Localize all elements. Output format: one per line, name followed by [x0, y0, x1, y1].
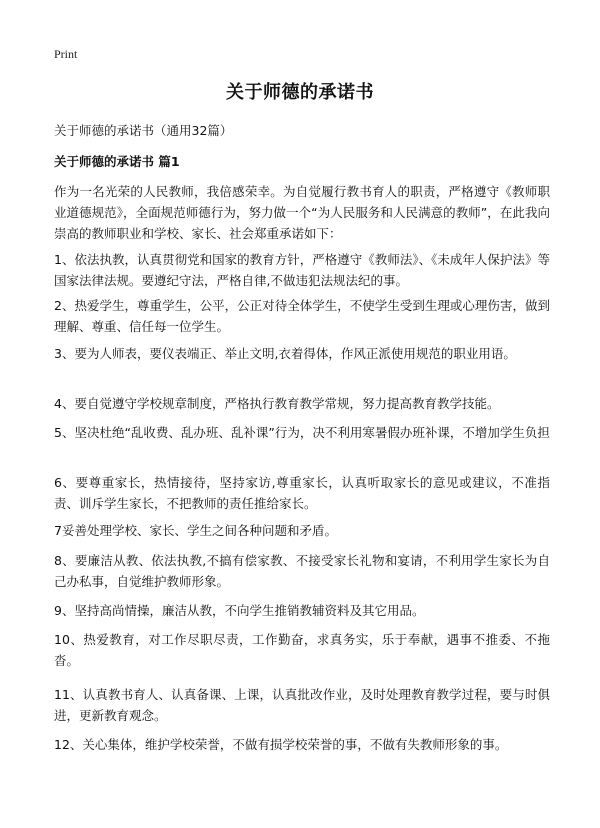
- pledge-item-4: 4、要自觉遵守学校规章制度，严格执行教育教学常规，努力提高教育教学技能。: [54, 396, 500, 411]
- pledge-item-7: 7妥善处理学校、家长、学生之间各种问题和矛盾。: [54, 523, 337, 538]
- pledge-item-12: 12、关心集体，维护学校荣誉，不做有损学校荣誉的事，不做有失教师形象的事。: [54, 737, 508, 752]
- pledge-item-10: 10、热爱教育，对工作尽职尽责，工作勤奋，求真务实，乐于奉献，遇事不推委、不拖沓。: [54, 632, 550, 668]
- pledge-item-11: 11、认真教书育人、认真备课、上课，认真批改作业，及时处理教育教学过程，要与时俱进，更新教育观念。: [54, 687, 550, 723]
- print-link[interactable]: Print: [54, 47, 78, 61]
- pledge-item-8: 8、要廉洁从教、依法执教,不搞有偿家教、不接受家长礼物和宴请，不利用学生家长为自己办私事，自觉维护教师形象。: [54, 553, 550, 589]
- pledge-item-2: 2、热爱学生，尊重学生，公平，公正对待全体学生，不使学生受到生理或心理伤害，做到理解、尊重、信任每一位学生。: [54, 298, 550, 334]
- page-title: 关于师德的承诺书: [226, 82, 374, 103]
- document-subtitle: 关于师德的承诺书（通用32篇）: [54, 123, 233, 138]
- intro-paragraph: 作为一名光荣的人民教师，我倍感荣幸。为自觉履行教书育人的职责，严格遵守《教师职业道德规范》，全面规范师德行为，努力做一个“为人民服务和人民满意的教师”，在此我向崇高的教师职业和学校、家长、社会郑重承诺如下：: [54, 184, 550, 241]
- pledge-item-3: 3、要为人师表，要仪表端正、举止文明,衣着得体，作风正派使用规范的职业用语。: [54, 346, 516, 361]
- pledge-item-6: 6、要尊重家长，热情接待，坚持家访,尊重家长，认真听取家长的意见或建议，不准指责、训斥学生家长，不把教师的责任推给家长。: [54, 475, 550, 511]
- pledge-item-9: 9、坚持高尚情操，廉洁从教，不向学生推销教辅资料及其它用品。: [54, 603, 425, 618]
- pledge-item-5: 5、坚决杜绝“乱收费、乱办班、乱补课”行为，决不利用寒暑假办班补课，不增加学生负担: [54, 425, 550, 440]
- section-heading: 关于师德的承诺书 篇1: [54, 154, 180, 169]
- pledge-item-1: 1、依法执教，认真贯彻党和国家的教育方针，严格遵守《教师法》、《未成年人保护法》等国家法律法规。要遵纪守法，严格自律,不做违犯法规法纪的事。: [54, 252, 550, 288]
